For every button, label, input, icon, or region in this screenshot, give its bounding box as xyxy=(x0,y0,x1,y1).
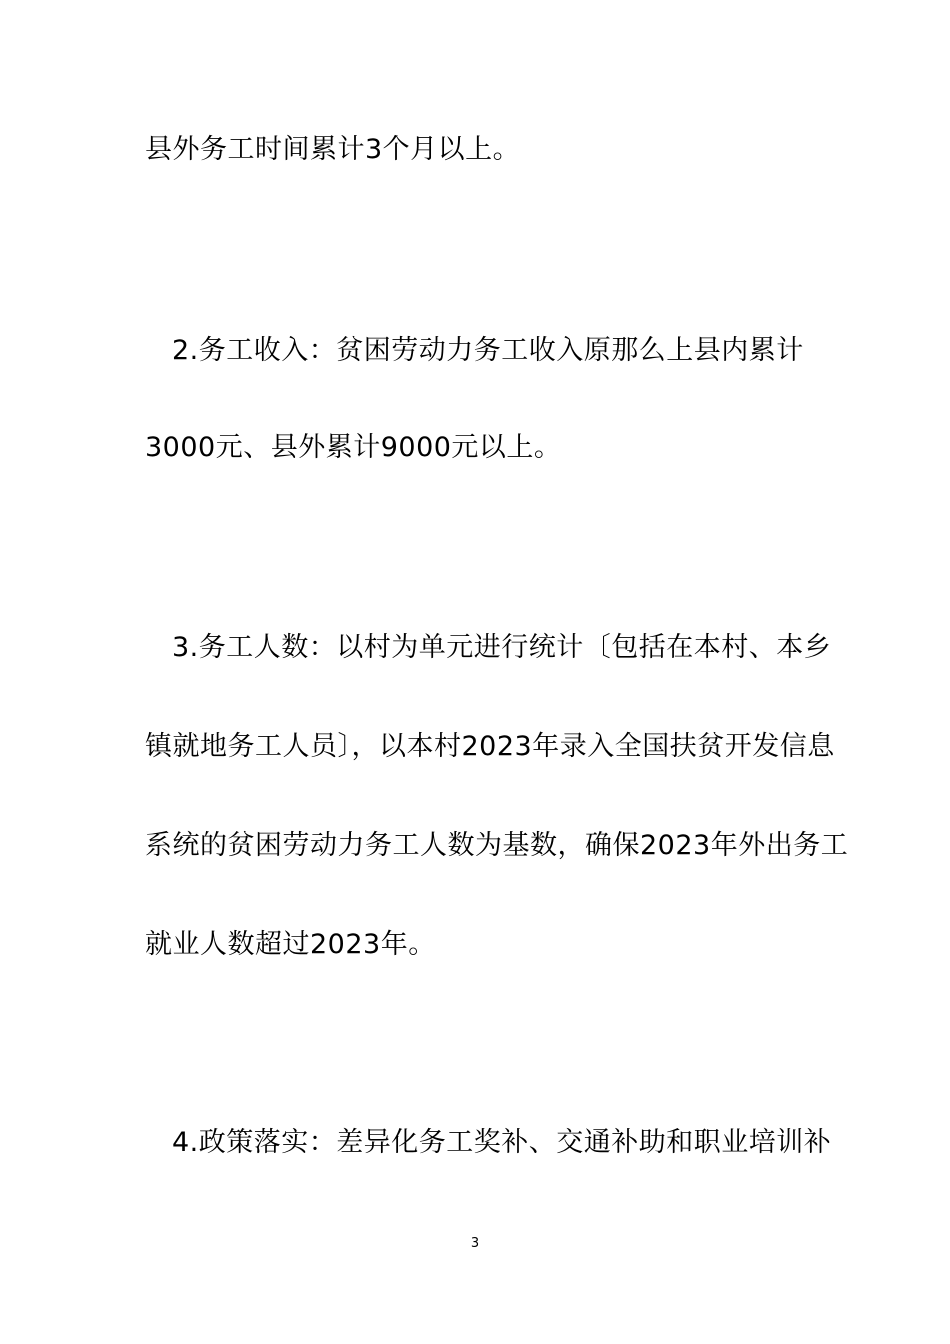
page-number: 3 xyxy=(470,1236,480,1251)
paragraph-line: 4.政策落实：差异化务工奖补、交通补助和职业培训补 xyxy=(172,1127,832,1158)
paragraph-line: 就业人数超过2023年。 xyxy=(145,929,436,960)
paragraph-line: 系统的贫困劳动力务工人数为基数，确保2023年外出务工 xyxy=(145,830,849,861)
paragraph-line: 2.务工收入：贫困劳动力务工收入原那么上县内累计 xyxy=(172,335,804,366)
paragraph-line: 镇就地务工人员〕，以本村2023年录入全国扶贫开发信息 xyxy=(145,731,835,762)
paragraph-line: 3.务工人数：以村为单元进行统计〔包括在本村、本乡 xyxy=(172,632,832,663)
paragraph-line: 县外务工时间累计3个月以上。 xyxy=(145,134,521,165)
paragraph-line: 3000元、县外累计9000元以上。 xyxy=(145,432,562,463)
